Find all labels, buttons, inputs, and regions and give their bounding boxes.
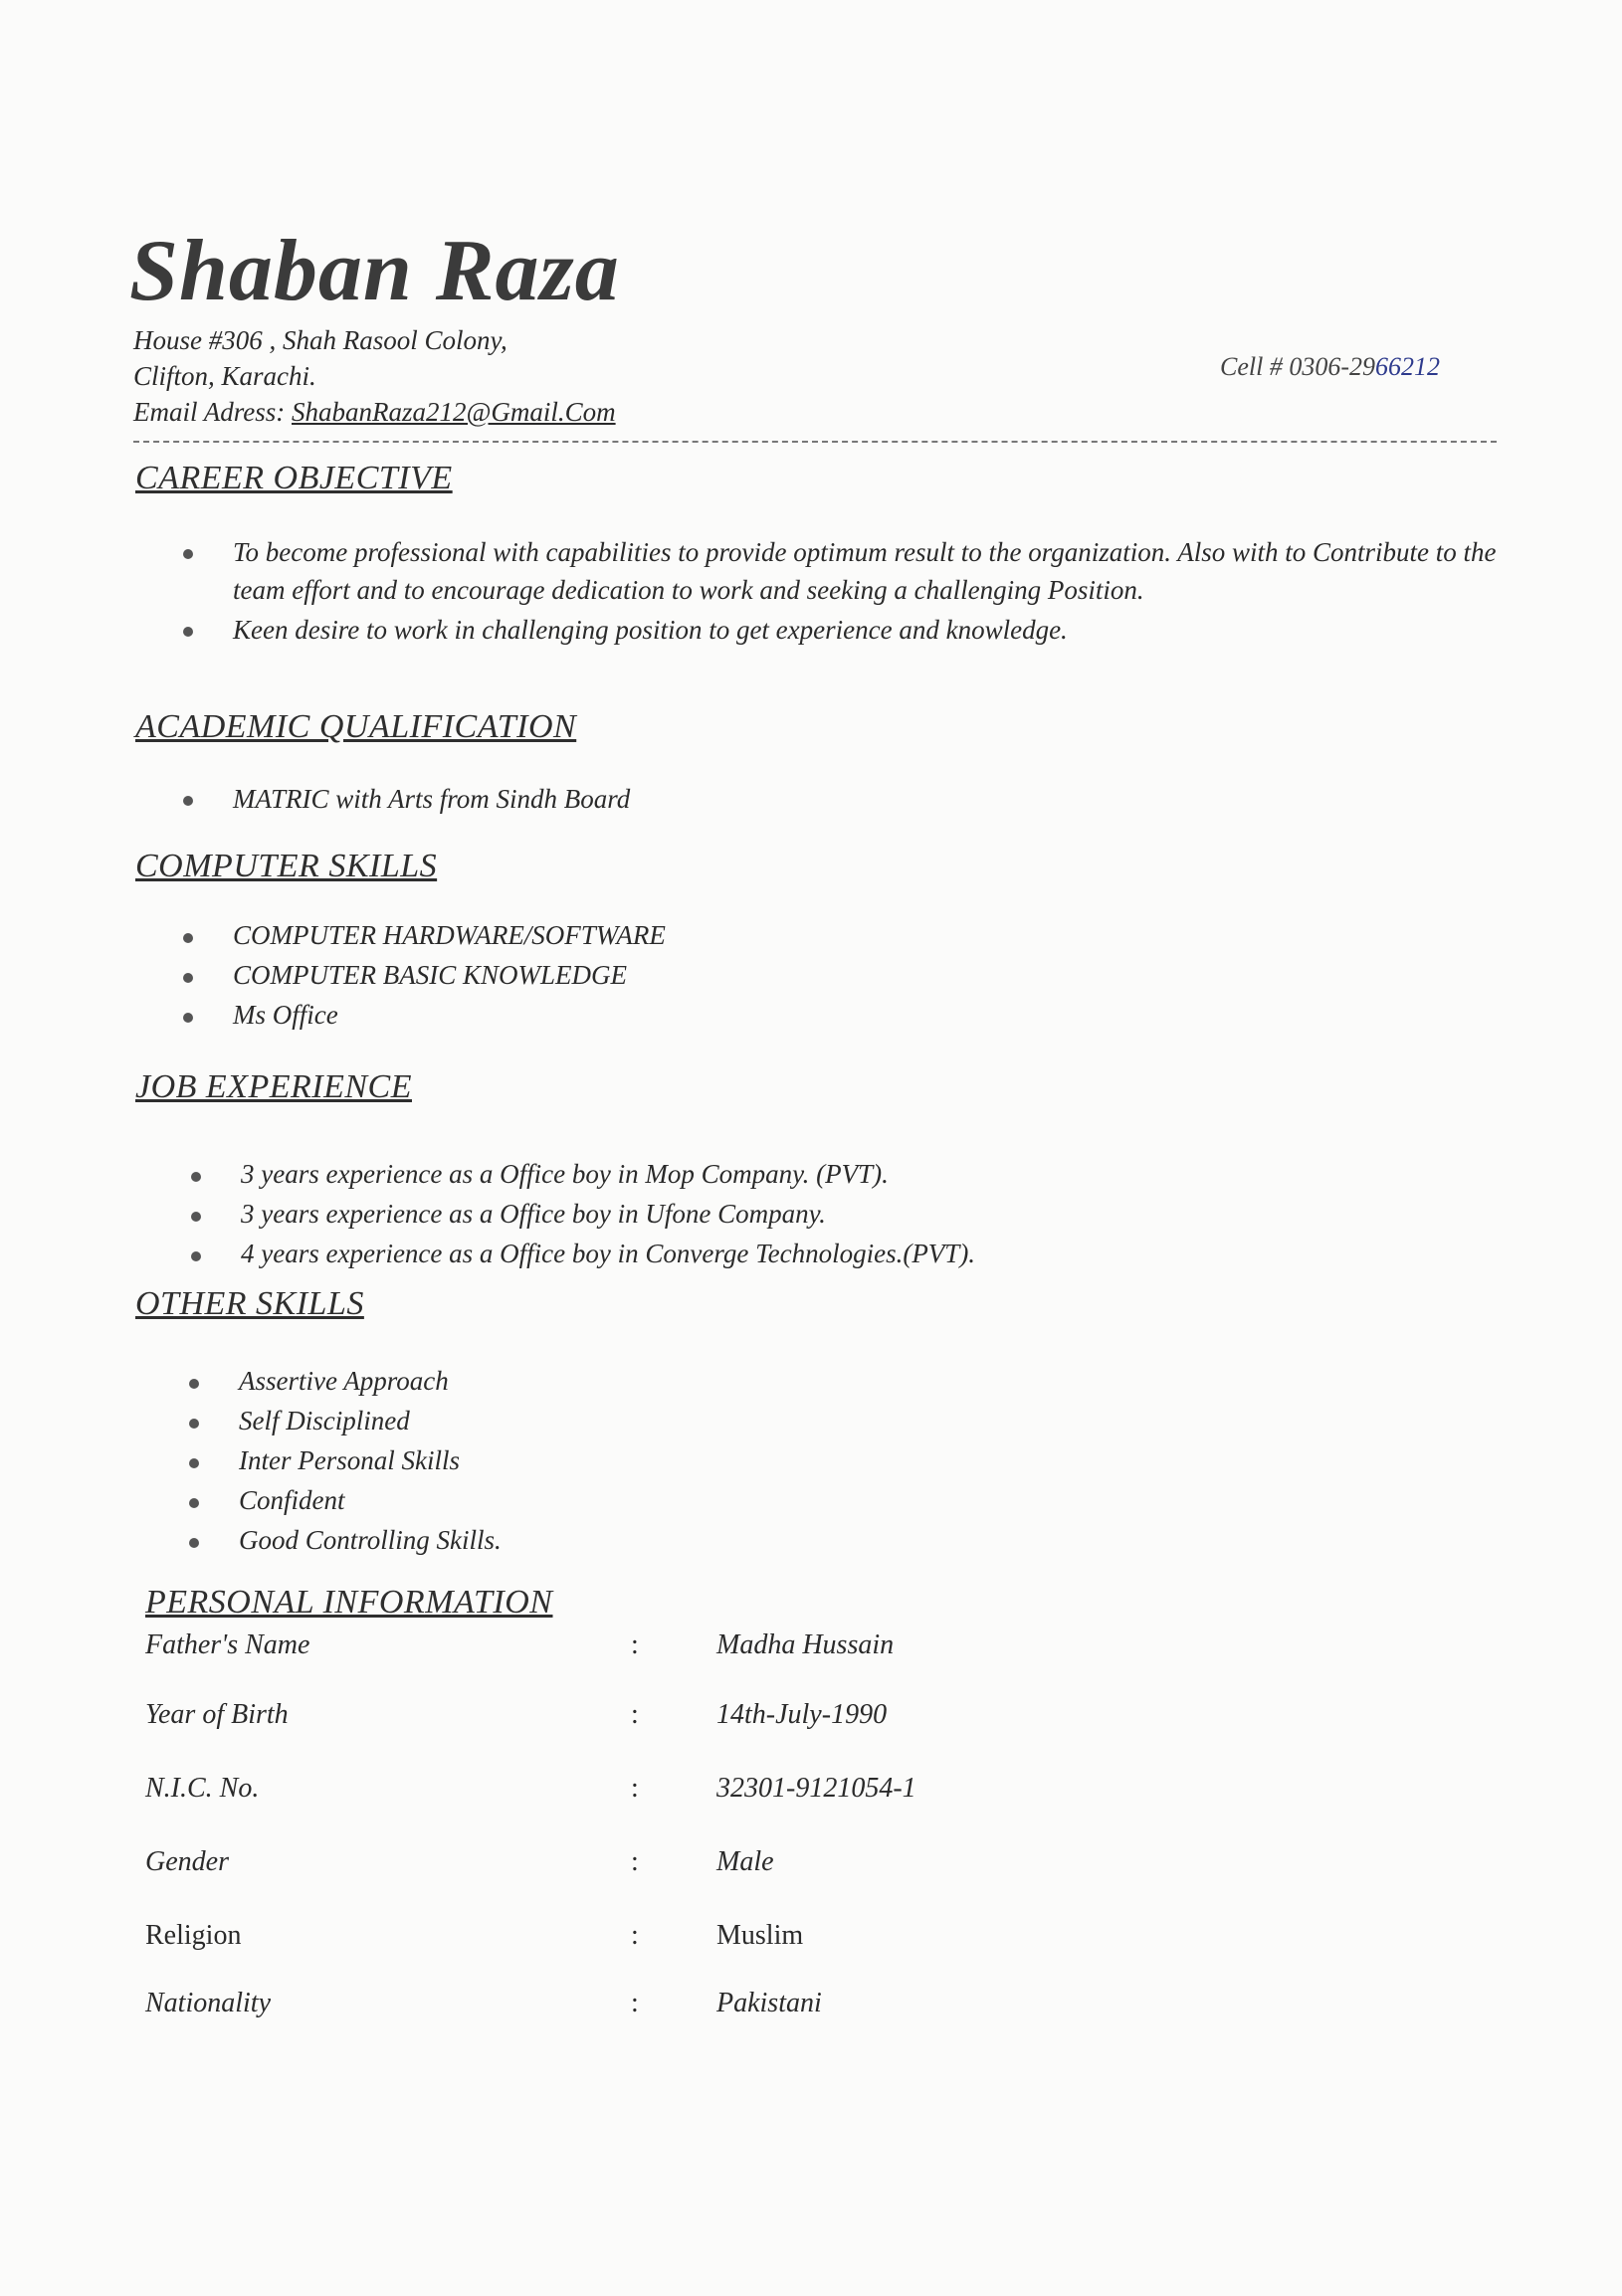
- row-value: 14th-July-1990: [716, 1699, 888, 1730]
- personal-info-row: [145, 1988, 1140, 2027]
- career-objective-list: [183, 533, 1536, 651]
- bullet-icon: [183, 973, 193, 983]
- row-value: Muslim: [716, 1920, 804, 1951]
- bullet-icon: [191, 1172, 201, 1182]
- row-value: Pakistani: [716, 1988, 822, 2018]
- list-item: 3 years experience as a Office boy in Mop Company. (PVT).: [191, 1156, 1485, 1192]
- bullet-icon: [189, 1498, 199, 1508]
- email-label: Email Adress:: [133, 397, 286, 427]
- personal-info-heading: PERSONAL INFORMATION: [145, 1584, 553, 1621]
- email-address: ShabanRaza212@Gmail.Com: [292, 397, 616, 427]
- other-skills-list: [189, 1363, 1383, 1562]
- bullet-icon: [189, 1458, 199, 1468]
- cell-handwritten-digits: 66212: [1375, 352, 1440, 381]
- cell-number: [1220, 352, 1440, 382]
- personal-info-row: [145, 1920, 1140, 1960]
- list-item: MATRIC with Arts from Sindh Board: [183, 780, 1377, 818]
- row-value: Madha Hussain: [716, 1629, 895, 1660]
- cell-label: Cell # 0306-29: [1220, 352, 1375, 381]
- address-line-2: Clifton, Karachi.: [133, 361, 316, 391]
- row-value: 32301-9121054-1: [716, 1773, 916, 1804]
- header-divider: [133, 441, 1497, 443]
- row-label: Gender: [145, 1846, 229, 1877]
- list-item: Keen desire to work in challenging position to get experience and knowledge.: [183, 611, 1536, 649]
- personal-info-row: [145, 1773, 1140, 1813]
- row-value: Male: [716, 1846, 774, 1877]
- career-objective-heading: CAREER OBJECTIVE: [135, 460, 453, 496]
- computer-skills-list: [183, 917, 1377, 1037]
- personal-info-row: [145, 1846, 1140, 1886]
- bullet-icon: [189, 1538, 199, 1548]
- list-item: Inter Personal Skills: [189, 1442, 1383, 1478]
- job-experience-list: [191, 1156, 1485, 1275]
- row-label: Religion: [145, 1920, 242, 1951]
- bullet-icon: [183, 549, 193, 559]
- bullet-icon: [183, 933, 193, 943]
- academic-list: [183, 780, 1377, 820]
- academic-heading: ACADEMIC QUALIFICATION: [135, 708, 577, 745]
- row-label: Year of Birth: [145, 1699, 289, 1730]
- row-label: N.I.C. No.: [145, 1773, 260, 1804]
- list-item: To become professional with capabilities to provide optimum result to the organization. Also with to Contribute to the team effort and to encourage dedication to work and seeking a challenging Position.: [183, 533, 1536, 609]
- address-line-1: House #306 , Shah Rasool Colony,: [133, 325, 507, 355]
- bullet-icon: [183, 1013, 193, 1023]
- list-item: Good Controlling Skills.: [189, 1522, 1383, 1558]
- bullet-icon: [183, 796, 193, 806]
- row-separator: :: [631, 1846, 639, 1877]
- list-item: Self Disciplined: [189, 1403, 1383, 1438]
- list-item: 3 years experience as a Office boy in Ufone Company.: [191, 1196, 1485, 1232]
- list-item: COMPUTER BASIC KNOWLEDGE: [183, 957, 1377, 993]
- bullet-icon: [191, 1251, 201, 1261]
- list-item: Assertive Approach: [189, 1363, 1383, 1399]
- bullet-icon: [189, 1379, 199, 1389]
- list-item: Confident: [189, 1482, 1383, 1518]
- personal-info-row: [145, 1629, 1140, 1669]
- job-experience-heading: JOB EXPERIENCE: [135, 1068, 412, 1105]
- other-skills-heading: OTHER SKILLS: [135, 1285, 364, 1322]
- list-item: COMPUTER HARDWARE/SOFTWARE: [183, 917, 1377, 953]
- list-item: Ms Office: [183, 997, 1377, 1033]
- computer-skills-heading: COMPUTER SKILLS: [135, 848, 438, 884]
- bullet-icon: [183, 627, 193, 637]
- personal-info-row: [145, 1699, 1140, 1739]
- email-line: [133, 394, 616, 430]
- bullet-icon: [189, 1419, 199, 1429]
- row-separator: :: [631, 1920, 639, 1951]
- row-separator: :: [631, 1699, 639, 1730]
- row-label: Father's Name: [145, 1629, 310, 1660]
- row-separator: :: [631, 1773, 639, 1804]
- candidate-name: Shaban Raza: [129, 223, 620, 319]
- row-separator: :: [631, 1988, 639, 2018]
- address-block: [133, 322, 616, 430]
- bullet-icon: [191, 1212, 201, 1222]
- row-separator: :: [631, 1629, 639, 1660]
- list-item: 4 years experience as a Office boy in Converge Technologies.(PVT).: [191, 1236, 1485, 1271]
- row-label: Nationality: [145, 1988, 271, 2018]
